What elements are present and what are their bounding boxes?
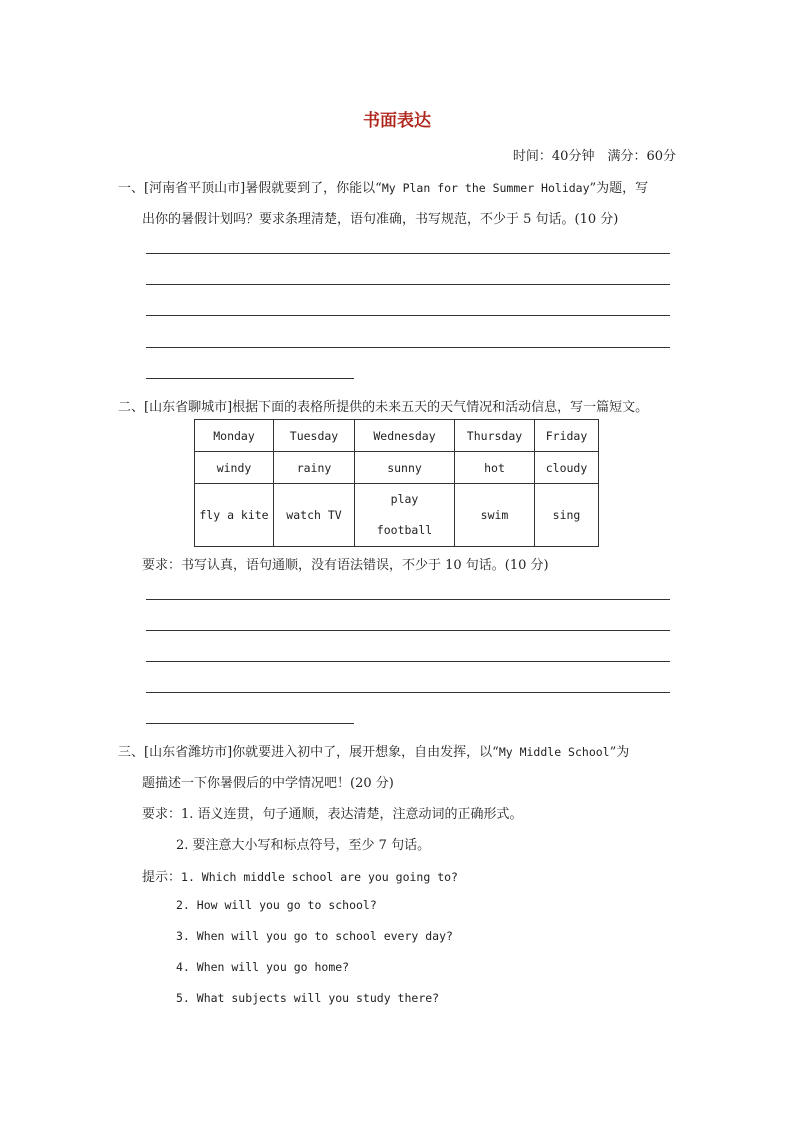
page-title: 书面表达 xyxy=(363,111,431,131)
hint-item: 1. Which middle school are you going to? xyxy=(181,870,458,884)
answer-line[interactable] xyxy=(146,315,670,316)
hint-item: 5. What subjects will you study there? xyxy=(176,991,440,1005)
question-3-topic: My Middle School xyxy=(498,745,610,759)
question-1-number: 一、 xyxy=(118,181,145,196)
question-3-hint-1 xyxy=(142,866,458,885)
question-3-prompt-c: ”为 xyxy=(609,745,630,760)
table-row-activities xyxy=(195,484,599,547)
table-row-weather xyxy=(195,452,599,484)
table-cell-activity: sing xyxy=(535,484,599,547)
question-2-prompt: [山东省聊城市]根据下面的表格所提供的未来五天的天气情况和活动信息，写一篇短文。 xyxy=(144,400,649,415)
answer-line[interactable] xyxy=(146,378,354,379)
answer-line[interactable] xyxy=(146,599,670,600)
question-3-requirement-1: 要求：1. 语义连贯，句子通顺，表达清楚，注意动词的正确形式。 xyxy=(142,807,523,822)
question-1-header xyxy=(118,177,648,196)
question-3-header xyxy=(118,741,629,760)
hint-label: 提示： xyxy=(142,870,182,885)
table-cell-activity: fly a kite xyxy=(195,484,274,547)
table-row-days xyxy=(195,420,599,452)
answer-line[interactable] xyxy=(146,347,670,348)
table-cell-weather: cloudy xyxy=(535,452,599,484)
table-cell-activity: watch TV xyxy=(274,484,355,547)
question-3-number: 三、 xyxy=(118,745,145,760)
hint-item: 3. When will you go to school every day? xyxy=(176,929,453,943)
question-2-number: 二、 xyxy=(118,400,145,415)
answer-line[interactable] xyxy=(146,723,354,724)
table-cell-day: Wednesday xyxy=(355,420,455,452)
answer-line[interactable] xyxy=(146,692,670,693)
hint-item: 4. When will you go home? xyxy=(176,960,350,974)
question-1-requirement: 出你的暑假计划吗？要求条理清楚，语句准确，书写规范，不少于 5 句话。(10 分) xyxy=(142,212,619,227)
question-2-header xyxy=(118,396,648,415)
table-cell-weather: sunny xyxy=(355,452,455,484)
table-cell-day: Monday xyxy=(195,420,274,452)
answer-line[interactable] xyxy=(146,284,670,285)
time-score-info: 时间：40分钟 满分：60分 xyxy=(512,149,676,164)
table-cell-weather: windy xyxy=(195,452,274,484)
table-cell-weather: rainy xyxy=(274,452,355,484)
table-cell-day: Friday xyxy=(535,420,599,452)
table-cell-activity: swim xyxy=(455,484,535,547)
question-1-prompt-a: [河南省平顶山市]暑假就要到了，你能以“ xyxy=(144,181,382,196)
table-cell-day: Tuesday xyxy=(274,420,355,452)
question-3-requirement-2: 2. 要注意大小写和标点符号，至少 7 句话。 xyxy=(176,838,431,853)
answer-line[interactable] xyxy=(146,253,670,254)
table-cell-activity: play football xyxy=(355,484,455,547)
question-3-prompt-line2: 题描述一下你暑假后的中学情况吧！(20 分) xyxy=(142,776,394,791)
table-cell-weather: hot xyxy=(455,452,535,484)
question-3-prompt-a: [山东省潍坊市]你就要进入初中了，展开想象，自由发挥，以“ xyxy=(144,745,499,760)
weather-activity-table xyxy=(194,419,599,547)
question-1-prompt-c: ”为题，写 xyxy=(589,181,649,196)
answer-line[interactable] xyxy=(146,661,670,662)
hint-item: 2. How will you go to school? xyxy=(176,898,377,912)
answer-line[interactable] xyxy=(146,630,670,631)
question-2-requirement: 要求：书写认真，语句通顺，没有语法错误，不少于 10 句话。(10 分) xyxy=(142,558,549,573)
question-1-topic: My Plan for the Summer Holiday xyxy=(381,181,590,195)
table-cell-day: Thursday xyxy=(455,420,535,452)
